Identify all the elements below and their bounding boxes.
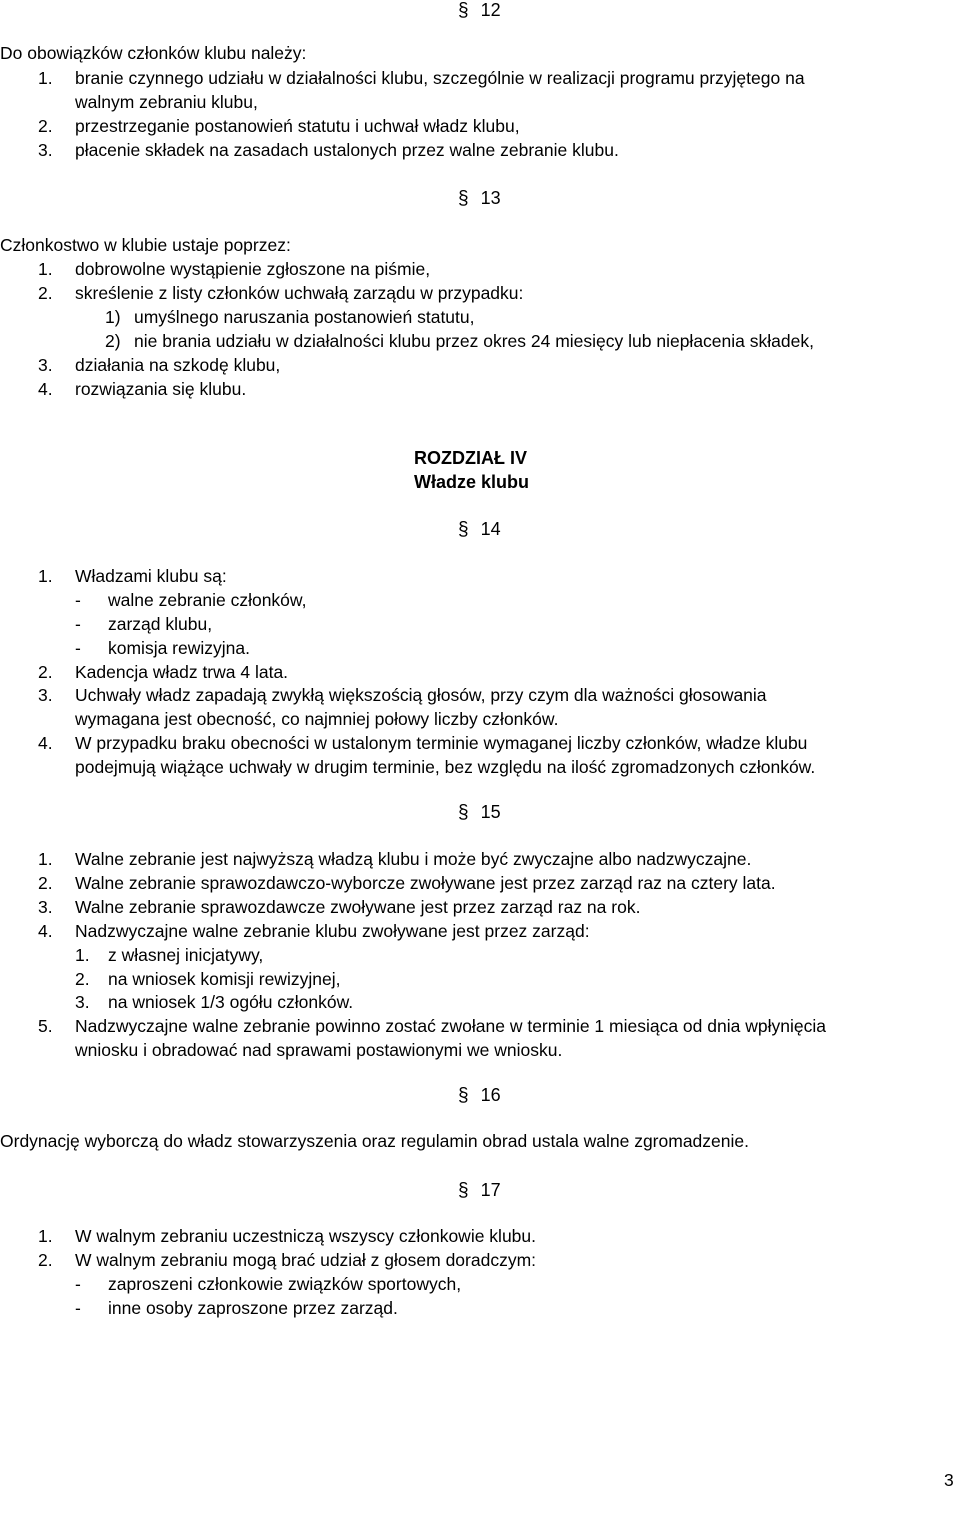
list-item: Walne zebranie sprawozdawcze zwoływane jest przez zarząd raz na rok. [75, 897, 641, 917]
list-number: 3. [38, 140, 53, 160]
section-15-heading: § 15 [458, 802, 501, 823]
list-item: Uchwały władz zapadają zwykłą większością głosów, przy czym dla ważności głosowania [75, 685, 767, 705]
dash-item: walne zebranie członków, [108, 590, 307, 610]
list-number: 3. [38, 355, 53, 375]
list-number: 2. [38, 283, 53, 303]
list-number: 2. [38, 662, 53, 682]
list-item: W walnym zebraniu uczestniczą wszyscy członkowie klubu. [75, 1226, 536, 1246]
sublist-number: 3. [75, 992, 90, 1012]
sublist-item: na wniosek komisji rewizyjnej, [108, 969, 341, 989]
list-item: Walne zebranie sprawozdawczo-wyborcze zwoływane jest przez zarząd raz na cztery lata. [75, 873, 776, 893]
dash-marker: - [75, 638, 81, 658]
dash-item: inne osoby zaproszone przez zarząd. [108, 1298, 398, 1318]
list-number: 1. [38, 566, 53, 586]
list-number: 1. [38, 259, 53, 279]
dash-marker: - [75, 1274, 81, 1294]
dash-item: zarząd klubu, [108, 614, 213, 634]
list-item: branie czynnego udziału w działalności klubu, szczególnie w realizacji programu przyjętego na [75, 68, 805, 88]
list-number: 1. [38, 1226, 53, 1246]
section-12-heading: § 12 [458, 0, 501, 21]
section-16-text: Ordynację wyborczą do władz stowarzyszenia oraz regulamin obrad ustala walne zgromadzenie. [0, 1131, 749, 1151]
list-number: 1. [38, 849, 53, 869]
list-item: Władzami klubu są: [75, 566, 227, 586]
dash-marker: - [75, 590, 81, 610]
list-item: Nadzwyczajne walne zebranie powinno zostać zwołane w terminie 1 miesiąca od dnia wpłynięcia [75, 1016, 826, 1036]
page-number: 3 [944, 1470, 954, 1490]
sublist-number: 2. [75, 969, 90, 989]
section-14-heading: § 14 [458, 519, 501, 540]
section-16-heading: § 16 [458, 1085, 501, 1106]
sublist-item: z własnej inicjatywy, [108, 945, 264, 965]
list-number: 1. [38, 68, 53, 88]
list-number: 2. [38, 116, 53, 136]
list-number: 4. [38, 921, 53, 941]
section-13-heading: § 13 [458, 188, 501, 209]
list-item-continuation: podejmują wiążące uchwały w drugim terminie, bez względu na ilość zgromadzonych członków. [75, 757, 816, 777]
list-item-continuation: wymagana jest obecność, co najmniej połowy liczby członków. [75, 709, 559, 729]
sublist-number: 1) [105, 307, 121, 327]
sublist-item: nie brania udziału w działalności klubu przez okres 24 miesięcy lub niepłacenia składek, [134, 331, 814, 351]
sublist-item: umyślnego naruszania postanowień statutu, [134, 307, 475, 327]
list-item: przestrzeganie postanowień statutu i uchwał władz klubu, [75, 116, 520, 136]
dash-marker: - [75, 1298, 81, 1318]
section-12-intro: Do obowiązków członków klubu należy: [0, 43, 307, 63]
list-number: 2. [38, 1250, 53, 1270]
dash-item: zaproszeni członkowie związków sportowych, [108, 1274, 462, 1294]
list-item: rozwiązania się klubu. [75, 379, 247, 399]
list-item: Nadzwyczajne walne zebranie klubu zwoływane jest przez zarząd: [75, 921, 590, 941]
list-item: W walnym zebraniu mogą brać udział z głosem doradczym: [75, 1250, 537, 1270]
chapter-title: ROZDZIAŁ IV [414, 448, 527, 468]
list-item: działania na szkodę klubu, [75, 355, 281, 375]
sublist-number: 2) [105, 331, 121, 351]
chapter-subtitle: Władze klubu [414, 472, 530, 492]
sublist-number: 1. [75, 945, 90, 965]
list-number: 3. [38, 685, 53, 705]
section-13-intro: Członkostwo w klubie ustaje poprzez: [0, 235, 291, 255]
list-number: 2. [38, 873, 53, 893]
list-item: Kadencja władz trwa 4 lata. [75, 662, 289, 682]
dash-marker: - [75, 614, 81, 634]
section-17-heading: § 17 [458, 1180, 501, 1201]
list-item: dobrowolne wystąpienie zgłoszone na piśmie, [75, 259, 431, 279]
list-number: 4. [38, 379, 53, 399]
list-number: 3. [38, 897, 53, 917]
list-item-continuation: wniosku i obradować nad sprawami postawionymi we wniosku. [75, 1040, 563, 1060]
list-item: Walne zebranie jest najwyższą władzą klubu i może być zwyczajne albo nadzwyczajne. [75, 849, 752, 869]
list-item: płacenie składek na zasadach ustalonych przez walne zebranie klubu. [75, 140, 619, 160]
list-item: W przypadku braku obecności w ustalonym terminie wymaganej liczby członków, władze klubu [75, 733, 808, 753]
list-number: 4. [38, 733, 53, 753]
list-item: skreślenie z listy członków uchwałą zarządu w przypadku: [75, 283, 524, 303]
dash-item: komisja rewizyjna. [108, 638, 250, 658]
list-number: 5. [38, 1016, 53, 1036]
list-item-continuation: walnym zebraniu klubu, [75, 92, 258, 112]
sublist-item: na wniosek 1/3 ogółu członków. [108, 992, 354, 1012]
